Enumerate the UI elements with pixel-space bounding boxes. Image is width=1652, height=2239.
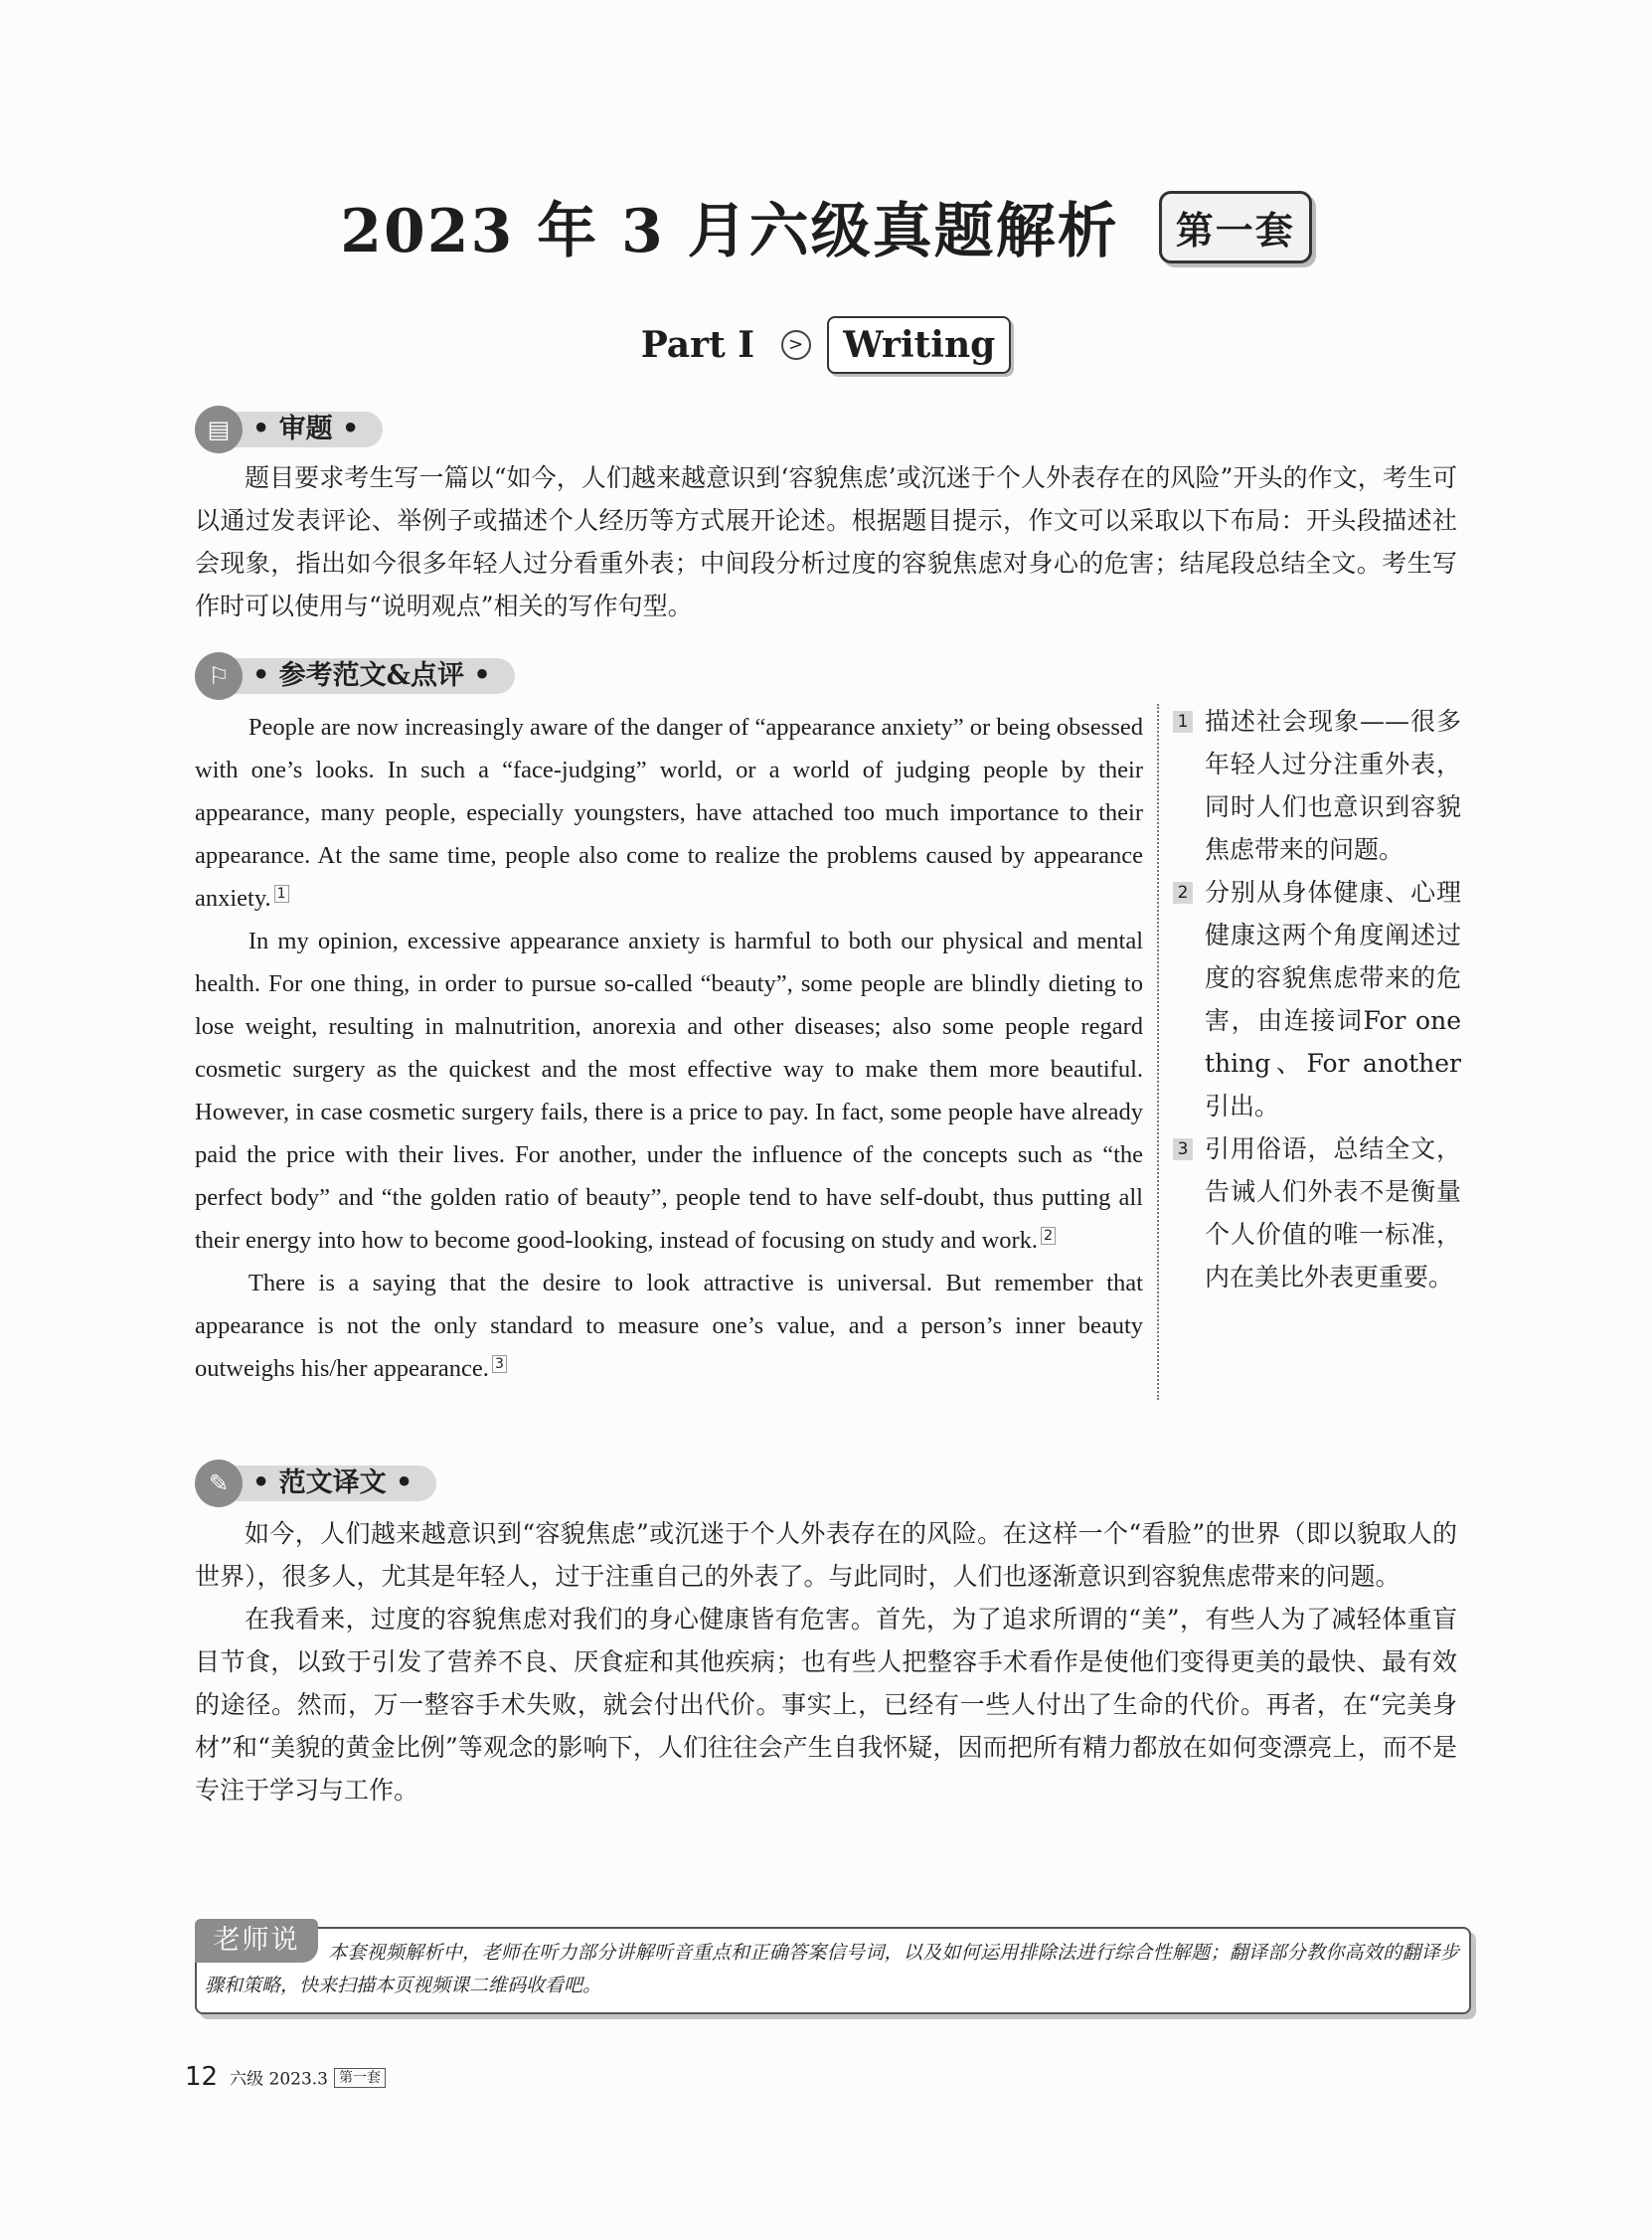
section-title: • 审题 • xyxy=(225,412,383,447)
footer-set-badge: 第一套 xyxy=(334,2068,386,2088)
note-item xyxy=(1173,871,1461,1127)
note-item xyxy=(1173,700,1461,871)
essay-paragraph xyxy=(195,1262,1143,1390)
note-text: 描述社会现象——很多年轻人过分注重外表，同时人们也意识到容貌焦虑带来的问题。 xyxy=(1205,707,1461,864)
analysis-text xyxy=(195,456,1457,627)
translation-text xyxy=(195,1512,1457,1811)
note-text: 分别从身体健康、心理健康这两个角度阐述过度的容貌焦虑带来的危害，由连接词For one thing、For another引出。 xyxy=(1205,878,1461,1120)
note-marker: 3 xyxy=(492,1355,507,1373)
footer-label: 六级 2023.3 xyxy=(230,2069,328,2090)
set-badge: 第一套 xyxy=(1159,191,1312,263)
teacher-note-text: 本套视频解析中，老师在听力部分讲解听音重点和正确答案信号词，以及如何运用排除法进行综合性解题；翻译部分教你高效的翻译步骤和策略，快来扫描本页视频课二维码收看吧。 xyxy=(205,1942,1459,1996)
essay-text: There is a saying that the desire to look attractive is universal. But remember that appearance is not the only standard to measure one’s value, and a person’s inner beauty outweighs his/her appearance. xyxy=(195,1270,1143,1382)
pen-icon: ✎ xyxy=(195,1460,243,1507)
translation-paragraph: 如今，人们越来越意识到“容貌焦虑”或沉迷于个人外表存在的风险。在这样一个“看脸”的世界（即以貌取人的世界），很多人，尤其是年轻人，过于注重自己的外表了。与此同时，人们也逐渐意识到容貌焦虑带来的问题。 xyxy=(195,1519,1457,1591)
note-number: 2 xyxy=(1173,882,1193,904)
section-title: • 范文译文 • xyxy=(225,1465,436,1501)
note-marker: 2 xyxy=(1041,1227,1056,1245)
divider xyxy=(1157,704,1159,1400)
translation-paragraph: 在我看来，过度的容貌焦虑对我们的身心健康皆有危害。首先，为了追求所谓的“美”，有些人为了减轻体重盲目节食，以致于引发了营养不良、厌食症和其他疾病；也有些人把整容手术看作是使他们变得更美的最快、最有效的途径。然而，万一整容手术失败，就会付出代价。事实上，已经有一些人付出了生命的代价。再者，在“完美身材”和“美貌的黄金比例”等观念的影响下，人们往往会产生自我怀疑，因而把所有精力都放在如何变漂亮上，而不是专注于学习与工作。 xyxy=(195,1605,1457,1805)
analysis-paragraph: 题目要求考生写一篇以“如今，人们越来越意识到‘容貌焦虑’或沉迷于个人外表存在的风险”开头的作文，考生可以通过发表评论、举例子或描述个人经历等方式展开论述。根据题目提示，作文可以采取以下布局：开头段描述社会现象，指出如今很多年轻人过分看重外表；中间段分析过度的容貌焦虑对身心的危害；结尾段总结全文。考生写作时可以使用与“说明观点”相关的写作句型。 xyxy=(195,463,1457,620)
note-text: 引用俗语，总结全文，告诫人们外表不是衡量个人价值的唯一标准，内在美比外表更重要。 xyxy=(1205,1134,1461,1292)
note-marker: 1 xyxy=(274,885,289,903)
sample-notes xyxy=(1173,700,1461,1298)
note-item xyxy=(1173,1127,1461,1298)
essay-paragraph xyxy=(195,920,1143,1262)
page-number: 12 xyxy=(185,2062,219,2092)
part-name: Writing xyxy=(827,316,1011,374)
sample-essay xyxy=(195,706,1143,1390)
essay-paragraph xyxy=(195,706,1143,920)
essay-text: People are now increasingly aware of the danger of “appearance anxiety” or being obsessed with one’s looks. In such a “face-judging” world, or a world of judging people by their appearance, many people, especially youngsters, have attached too much importance to their appearance. At the same time, people also come to realize the problems caused by appearance anxiety. xyxy=(195,714,1143,912)
chevron-right-icon: > xyxy=(781,330,811,360)
note-number: 3 xyxy=(1173,1138,1193,1160)
page-title-row xyxy=(0,184,1652,269)
section-title: • 参考范文&点评 • xyxy=(225,658,515,694)
teacher-note-box xyxy=(195,1927,1471,2014)
document-icon: ▤ xyxy=(195,406,243,453)
part-label: Part I xyxy=(640,324,755,366)
essay-text: In my opinion, excessive appearance anxiety is harmful to both our physical and mental health. For one thing, in order to pursue so-called “beauty”, some people are blindly dieting to lose weight, resulting in malnutrition, anorexia and other diseases; also some people regard cosmetic surgery as the quickest and the most effective way to make them more beautiful. However, in case cosmetic surgery fails, there is a price to pay. In fact, some people have already paid the price with their lives. For another, under the influence of the concepts such as “the perfect body” and “the golden ratio of beauty”, people tend to have self-doubt, thus putting all their energy into how to become good-looking, instead of focusing on study and work. xyxy=(195,928,1143,1254)
note-number: 1 xyxy=(1173,711,1193,733)
flag-icon: ⚐ xyxy=(195,652,243,700)
part-heading xyxy=(0,316,1652,374)
page-footer xyxy=(185,2062,386,2092)
teacher-note-tag: 老师说 xyxy=(195,1919,318,1963)
page-title: 2023 年 3 月六级真题解析 xyxy=(340,197,1119,266)
